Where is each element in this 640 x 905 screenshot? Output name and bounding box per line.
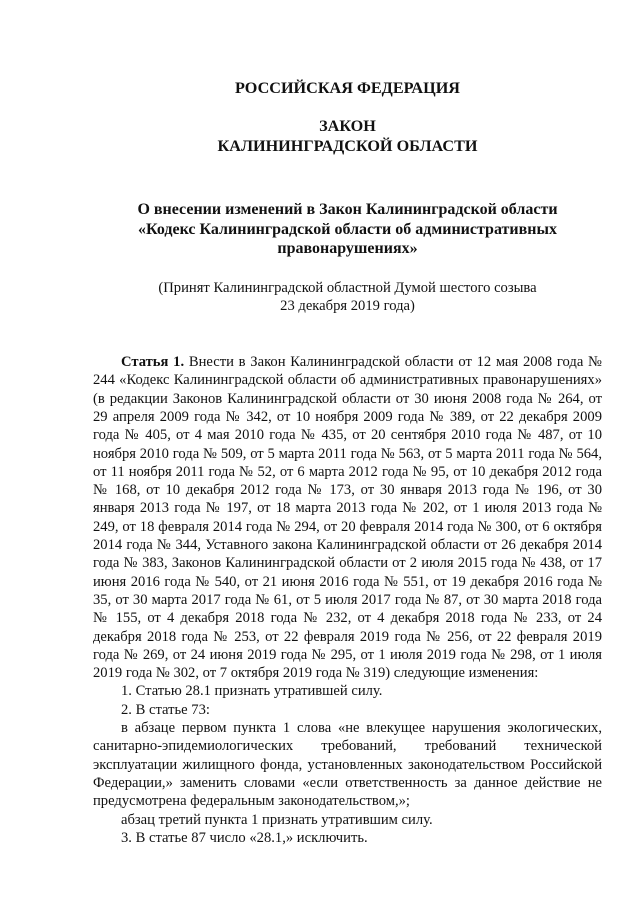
- law-type-heading: ЗАКОН: [319, 117, 376, 135]
- article-item-2: 2. В статье 73:: [121, 701, 210, 718]
- article-1-intro: [93, 353, 602, 682]
- law-title-line-1: О внесении изменений в Закон Калининградской области: [137, 201, 558, 218]
- country-heading: РОССИЙСКАЯ ФЕДЕРАЦИЯ: [234, 79, 460, 97]
- article-1: [93, 353, 602, 847]
- article-item-2-paragraph-2: абзац третий пункта 1 признать утратившим силу.: [121, 811, 433, 828]
- adoption-note-line-2: 23 декабря 2019 года): [280, 297, 415, 314]
- article-item-3: 3. В статье 87 число «28.1,» исключить.: [121, 829, 368, 846]
- article-1-intro-text: Внести в Закон Калининградской области от 12 мая 2008 года № 244 «Кодекс Калининградской области об административных правонарушениях» (в редакции Законов Калининградской области от 30 июня 2008 года № 264, от 29 апреля 2009 года № 342, от 10 ноября 2009 года № 389, от 22 декабря 2009 года № 405, от 4 мая 2010 года № 435, от 20 сентября 2010 года № 487, от 10 ноября 2010 года № 509, от 5 марта 2011 года № 563, от 5 марта 2011 года № 564, от 11 ноября 2011 года № 52, от 6 марта 2012 года № 95, от 10 декабря 2012 года № 168, от 10 декабря 2012 года № 173, от 30 января 2013 года № 196, от 30 января 2013 года № 197, от 18 марта 2013 года № 202, от 1 июля 2013 года № 249, от 18 февраля 2014 года № 294, от 20 февраля 2014 года № 300, от 6 октября 2014 года № 344, Уставного закона Калининградской области от 26 декабря 2014 года № 383, Законов Калининградской области от 2 июля 2015 года № 438, от 17 июня 2016 года № 540, от 21 июня 2016 года № 551, от 19 декабря 2016 года № 35, от 30 марта 2017 года № 61, от 5 июля 2017 года № 87, от 30 марта 2018 года № 155, от 4 декабря 2018 года № 232, от 4 декабря 2018 года № 233, от 24 декабря 2018 года № 253, от 22 февраля 2019 года № 256, от 22 февраля 2019 года № 269, от 24 июня 2019 года № 295, от 1 июля 2019 года № 298, от 1 июля 2019 года № 302, от 7 октября 2019 года № 319) следующие изменения:: [93, 354, 602, 682]
- adoption-note: [93, 279, 602, 316]
- law-title-line-2: «Кодекс Калининградской области об административных: [138, 220, 557, 238]
- article-item-2-paragraph-1: в абзаце первом пункта 1 слова «не влекущее нарушения экологических, санитарно-эпидемиологических требований, требований технической эксплуатации жилищного фонда, установленных законодательством Российской Федерации,» заменить словами «если ответственность за данное действие не предусмотрена федеральным законодательством,»;: [93, 720, 602, 810]
- region-heading: КАЛИНИНГРАДСКОЙ ОБЛАСТИ: [217, 137, 478, 155]
- law-title: [93, 200, 602, 259]
- adoption-note-line-1: (Принят Калининградской областной Думой шестого созыва: [158, 279, 537, 296]
- article-item-1: 1. Статью 28.1 признать утратившей силу.: [121, 683, 383, 700]
- article-label: Статья 1.: [121, 354, 185, 371]
- law-title-line-3: правонарушениях»: [277, 240, 418, 257]
